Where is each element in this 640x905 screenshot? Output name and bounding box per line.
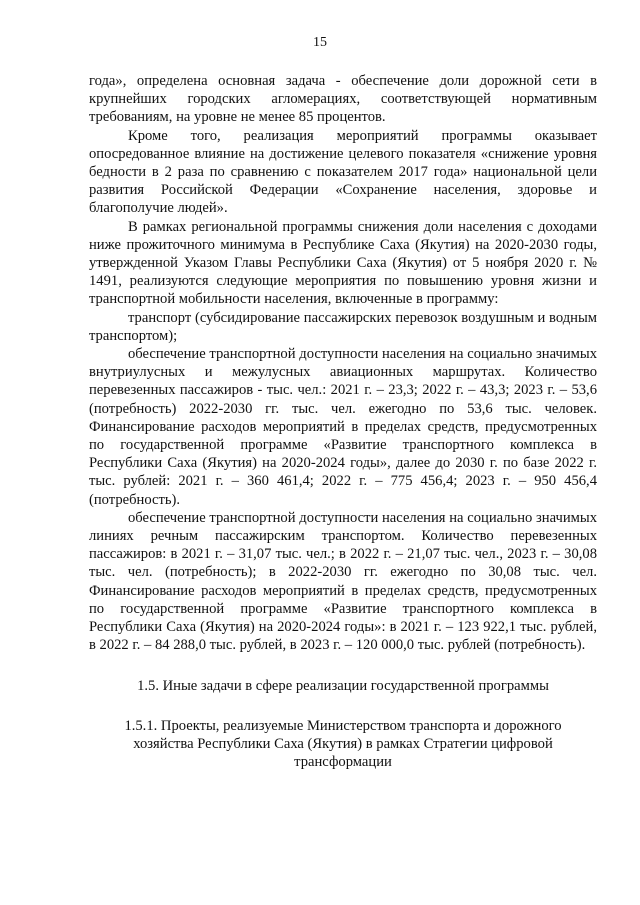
paragraph-continuation: года», определена основная задача - обеспечение доли дорожной сети в крупнейших городских агломерациях, соответствующей нормативным требованиям, на уровне не менее 85 процентов. — [89, 73, 597, 126]
paragraph-transport-subsidy: транспорт (субсидирование пассажирских перевозок воздушным и водным транспортом); — [89, 309, 597, 344]
paragraph-air-routes: обеспечение транспортной доступности населения на социально значимых внутриулусных и межулусных авиационных маршрутах. Количество перевезенных пассажиров - тыс. чел.: 2021 г. – 23,3; 2022 г. – 43,3; 2023 г. – 53,6 (потребность) 2022-2030 гг. тыс. чел. ежегодно по 53,6 тыс. человек. Финансирование расходов мероприятий в пределах средств, предусмотренных по государственной программе «Развитие транспортного комплекса в Республики Саха (Якутия) на 2020-2024 годы», далее до 2030 г. по базе 2022 г. тыс. рублей: 2021 г. – 360 461,4; 2022 г. – 775 456,4; 2023 г. – 950 456,4 (потребность). — [89, 346, 597, 508]
paragraph-river-routes: обеспечение транспортной доступности населения на социально значимых линиях речным пассажирским транспортом. Количество перевезенных пассажиров: в 2021 г. – 31,07 тыс. чел.; в 2022 г. – 21,07 тыс. чел., 2023 г. – 30,08 тыс. чел. (потребность); в 2022-2030 гг. ежегодно по 30,08 тыс. чел. Финансирование расходов мероприятий в пределах средств, предусмотренных по государственной программе «Развитие транспортного комплекса в Республики Саха (Якутия) на 2020-2024 годы»: в 2021 г. – 123 922,1 тыс. рублей, в 2022 г. – 84 288,0 тыс. рублей, в 2023 г. – 120 000,0 тыс. рублей (потребность). — [89, 509, 597, 654]
paragraph-poverty-target: Кроме того, реализация мероприятий программы оказывает опосредованное влияние на достижение целевого показателя «снижение уровня бедности в 2 раза по сравнению с показателем 2017 года» национальной цели развития Российской Федерации «Сохранение населения, здоровье и благополучие людей». — [89, 127, 597, 217]
section-heading-1-5-1: 1.5.1. Проекты, реализуемые Министерством транспорта и дорожного хозяйства Республики Саха (Якутия) в рамках Стратегии цифровой трансформации — [124, 717, 562, 771]
page-number: 15 — [313, 35, 327, 50]
document-body — [89, 72, 597, 771]
section-heading-1-5: 1.5. Иные задачи в сфере реализации государственной программы — [137, 677, 549, 694]
paragraph-regional-program: В рамках региональной программы снижения доли населения с доходами ниже прожиточного минимума в Республике Саха (Якутия) на 2020-2030 годы, утвержденной Указом Главы Республики Саха (Якутия) от 5 ноября 2020 г. № 1491, реализуются следующие мероприятия по повышению уровня жизни и транспортной мобильности населения, включенные в программу: — [89, 218, 597, 308]
